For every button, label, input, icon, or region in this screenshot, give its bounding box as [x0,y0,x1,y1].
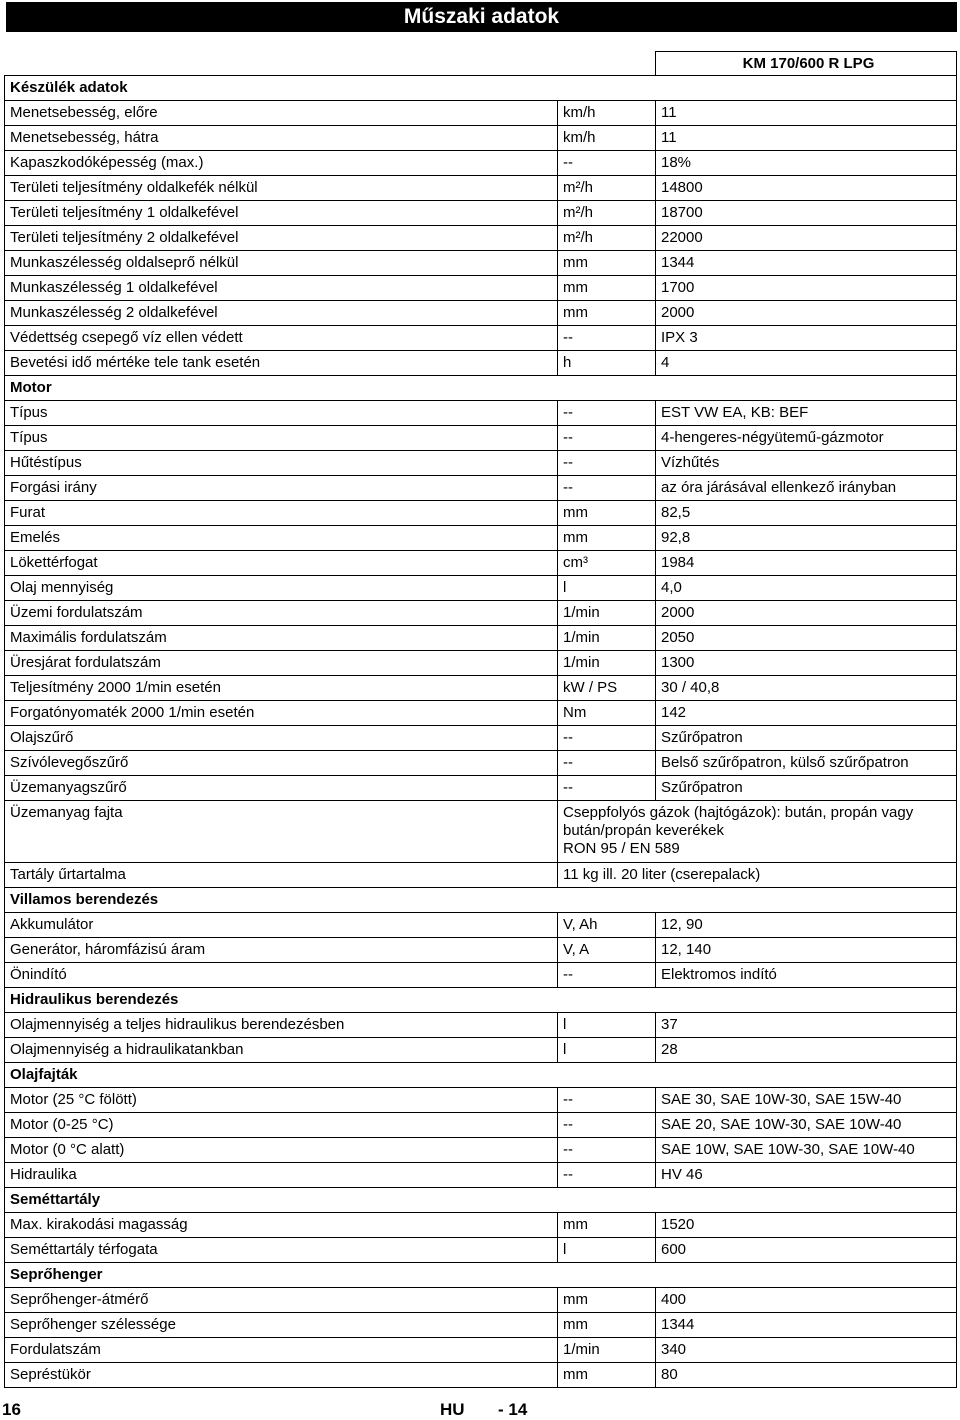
spec-label: Olajmennyiség a hidraulikatankban [5,1038,558,1063]
spec-label: Munkaszélesség 2 oldalkefével [5,301,558,326]
spec-unit: mm [558,276,656,301]
spec-label: Területi teljesítmény 2 oldalkefével [5,226,558,251]
section-title: Seméttartály [5,1188,957,1213]
section-header-row [5,988,957,1013]
spec-unit: -- [558,963,656,988]
spec-value: 12, 140 [656,938,957,963]
spec-value: 11 [656,101,957,126]
spec-label: Motor (0 °C alatt) [5,1138,558,1163]
spec-label: Munkaszélesség 1 oldalkefével [5,276,558,301]
spec-row [5,676,957,701]
spec-unit: V, A [558,938,656,963]
spec-label: Szívólevegőszűrő [5,751,558,776]
page-footer [0,1400,960,1420]
spec-value: 22000 [656,226,957,251]
spec-value: SAE 20, SAE 10W-30, SAE 10W-40 [656,1113,957,1138]
spec-value: EST VW EA, KB: BEF [656,401,957,426]
spec-label: Típus [5,401,558,426]
spec-unit: -- [558,326,656,351]
spec-unit: -- [558,776,656,801]
section-header-row [5,376,957,401]
spec-value: 14800 [656,176,957,201]
spec-row [5,226,957,251]
spec-row [5,576,957,601]
sub-page-number: - 14 [498,1400,528,1419]
spec-row [5,701,957,726]
spec-value: Elektromos indító [656,963,957,988]
section-header-row [5,1188,957,1213]
model-name: KM 170/600 R LPG [656,52,957,76]
spec-value: 12, 90 [656,913,957,938]
spec-label: Hűtéstípus [5,451,558,476]
spec-row [5,1213,957,1238]
spec-row [5,776,957,801]
spec-unit: h [558,351,656,376]
section-title: Olajfajták [5,1063,957,1088]
spec-label: Önindító [5,963,558,988]
spec-unit: kW / PS [558,676,656,701]
spec-row [5,451,957,476]
spec-unit: l [558,1238,656,1263]
spec-label: Max. kirakodási magasság [5,1213,558,1238]
spec-row [5,126,957,151]
spec-row [5,1288,957,1313]
spec-unit: V, Ah [558,913,656,938]
spec-value: 1300 [656,651,957,676]
spec-value: 18% [656,151,957,176]
spec-value: IPX 3 [656,326,957,351]
spec-value: 1344 [656,251,957,276]
spec-value: 82,5 [656,501,957,526]
spec-value: 340 [656,1338,957,1363]
spec-unit: 1/min [558,1338,656,1363]
spec-row [5,626,957,651]
spec-value: Vízhűtés [656,451,957,476]
spec-unit: km/h [558,101,656,126]
spec-label: Motor (25 °C fölött) [5,1088,558,1113]
spec-value: az óra járásával ellenkező irányban [656,476,957,501]
spec-label: Menetsebesség, előre [5,101,558,126]
spec-label: Üresjárat fordulatszám [5,651,558,676]
spec-label: Védettség csepegő víz ellen védett [5,326,558,351]
spec-row [5,1313,957,1338]
spec-value: 2050 [656,626,957,651]
spec-value: 1344 [656,1313,957,1338]
spec-label: Fordulatszám [5,1338,558,1363]
spec-label: Menetsebesség, hátra [5,126,558,151]
spec-unit: mm [558,1313,656,1338]
spec-value: 28 [656,1038,957,1063]
spec-row [5,151,957,176]
spec-unit: 1/min [558,626,656,651]
spec-row [5,651,957,676]
spec-unit: m²/h [558,226,656,251]
spec-unit: mm [558,1213,656,1238]
spec-row [5,601,957,626]
spec-unit: mm [558,501,656,526]
spec-unit: mm [558,526,656,551]
spec-row [5,526,957,551]
spec-value: 600 [656,1238,957,1263]
section-title: Készülék adatok [5,76,957,101]
spec-row [5,913,957,938]
spec-unit: m²/h [558,201,656,226]
spec-value: SAE 10W, SAE 10W-30, SAE 10W-40 [656,1138,957,1163]
blank-header-cell [5,52,656,76]
spec-label: Tartály űrtartalma [5,863,558,888]
spec-row [5,101,957,126]
spec-label: Seprőhenger szélessége [5,1313,558,1338]
spec-label: Üzemanyag fajta [5,801,558,863]
spec-value: 400 [656,1288,957,1313]
section-header-row [5,76,957,101]
spec-value: 4-hengeres-négyütemű-gázmotor [656,426,957,451]
spec-label: Sepréstükör [5,1363,558,1388]
spec-label: Seméttartály térfogata [5,1238,558,1263]
page-number: 16 [2,1400,21,1419]
spec-unit: mm [558,301,656,326]
section-header-row [5,1063,957,1088]
spec-value: 30 / 40,8 [656,676,957,701]
spec-unit: cm³ [558,551,656,576]
spec-label: Munkaszélesség oldalseprő nélkül [5,251,558,276]
spec-label: Bevetési idő mértéke tele tank esetén [5,351,558,376]
spec-label: Forgási irány [5,476,558,501]
spec-row [5,863,957,888]
spec-value: 1520 [656,1213,957,1238]
spec-label: Kapaszkodóképesség (max.) [5,151,558,176]
spec-row [5,351,957,376]
spec-row [5,938,957,963]
spec-value: SAE 30, SAE 10W-30, SAE 15W-40 [656,1088,957,1113]
spec-row [5,426,957,451]
spec-row [5,1363,957,1388]
section-header-row [5,1263,957,1288]
spec-value: Belső szűrőpatron, külső szűrőpatron [656,751,957,776]
section-title: Seprőhenger [5,1263,957,1288]
spec-label: Területi teljesítmény 1 oldalkefével [5,201,558,226]
spec-value: 1984 [656,551,957,576]
spec-value: 18700 [656,201,957,226]
model-header-row [5,52,957,76]
spec-row [5,501,957,526]
spec-table [4,51,957,1388]
spec-label: Teljesítmény 2000 1/min esetén [5,676,558,701]
spec-unit: -- [558,476,656,501]
spec-unit: mm [558,1288,656,1313]
spec-row [5,326,957,351]
spec-row [5,401,957,426]
spec-value: 92,8 [656,526,957,551]
spec-unit: -- [558,401,656,426]
spec-unit: -- [558,1088,656,1113]
spec-row [5,276,957,301]
spec-value-span: 11 kg ill. 20 liter (cserepalack) [558,863,957,888]
spec-unit: -- [558,426,656,451]
spec-label: Olajmennyiség a teljes hidraulikus berendezésben [5,1013,558,1038]
spec-label: Seprőhenger-átmérő [5,1288,558,1313]
spec-row [5,1138,957,1163]
spec-row [5,301,957,326]
spec-label: Hidraulika [5,1163,558,1188]
spec-row [5,963,957,988]
spec-value: 2000 [656,601,957,626]
section-title: Motor [5,376,957,401]
spec-label: Emelés [5,526,558,551]
spec-row [5,1013,957,1038]
spec-unit: 1/min [558,651,656,676]
spec-row [5,201,957,226]
spec-value: 37 [656,1013,957,1038]
section-title: Hidraulikus berendezés [5,988,957,1013]
spec-row [5,1088,957,1113]
spec-label: Maximális fordulatszám [5,626,558,651]
fuel-standard-text: RON 95 / EN 589 [563,840,680,857]
spec-unit: Nm [558,701,656,726]
spec-row [5,251,957,276]
spec-row [5,551,957,576]
spec-unit: l [558,576,656,601]
spec-row [5,801,957,863]
spec-row [5,1163,957,1188]
spec-value: 1700 [656,276,957,301]
spec-value: Szűrőpatron [656,776,957,801]
spec-row [5,1238,957,1263]
spec-row [5,1038,957,1063]
spec-value: 2000 [656,301,957,326]
spec-label: Akkumulátor [5,913,558,938]
spec-value: 4 [656,351,957,376]
spec-value: 142 [656,701,957,726]
spec-unit: -- [558,1113,656,1138]
spec-unit: -- [558,451,656,476]
spec-row [5,1113,957,1138]
spec-label: Üzemanyagszűrő [5,776,558,801]
language-code: HU [440,1400,465,1419]
spec-unit: -- [558,726,656,751]
spec-value: 11 [656,126,957,151]
spec-unit: -- [558,1163,656,1188]
spec-label: Olajszűrő [5,726,558,751]
spec-unit: -- [558,751,656,776]
section-header-row [5,888,957,913]
spec-row [5,751,957,776]
spec-label: Generátor, háromfázisú áram [5,938,558,963]
spec-unit: m²/h [558,176,656,201]
spec-unit: l [558,1013,656,1038]
spec-label: Területi teljesítmény oldalkefék nélkül [5,176,558,201]
spec-row [5,476,957,501]
spec-value: 80 [656,1363,957,1388]
spec-row [5,726,957,751]
spec-label: Lökettérfogat [5,551,558,576]
spec-unit: km/h [558,126,656,151]
spec-unit: mm [558,1363,656,1388]
spec-value: HV 46 [656,1163,957,1188]
spec-value: Szűrőpatron [656,726,957,751]
spec-unit: 1/min [558,601,656,626]
spec-value: 4,0 [656,576,957,601]
fuel-type-text: Cseppfolyós gázok (hajtógázok): bután, propán vagy bután/propán keverékek [563,804,914,839]
spec-label: Típus [5,426,558,451]
spec-label: Furat [5,501,558,526]
spec-row [5,1338,957,1363]
page-title: Műszaki adatok [6,2,957,32]
spec-label: Olaj mennyiség [5,576,558,601]
section-title: Villamos berendezés [5,888,957,913]
spec-unit: l [558,1038,656,1063]
spec-unit: mm [558,251,656,276]
spec-label: Forgatónyomaték 2000 1/min esetén [5,701,558,726]
spec-row [5,176,957,201]
spec-unit: -- [558,1138,656,1163]
spec-label: Üzemi fordulatszám [5,601,558,626]
spec-label: Motor (0-25 °C) [5,1113,558,1138]
spec-value-span [558,801,957,863]
spec-unit: -- [558,151,656,176]
